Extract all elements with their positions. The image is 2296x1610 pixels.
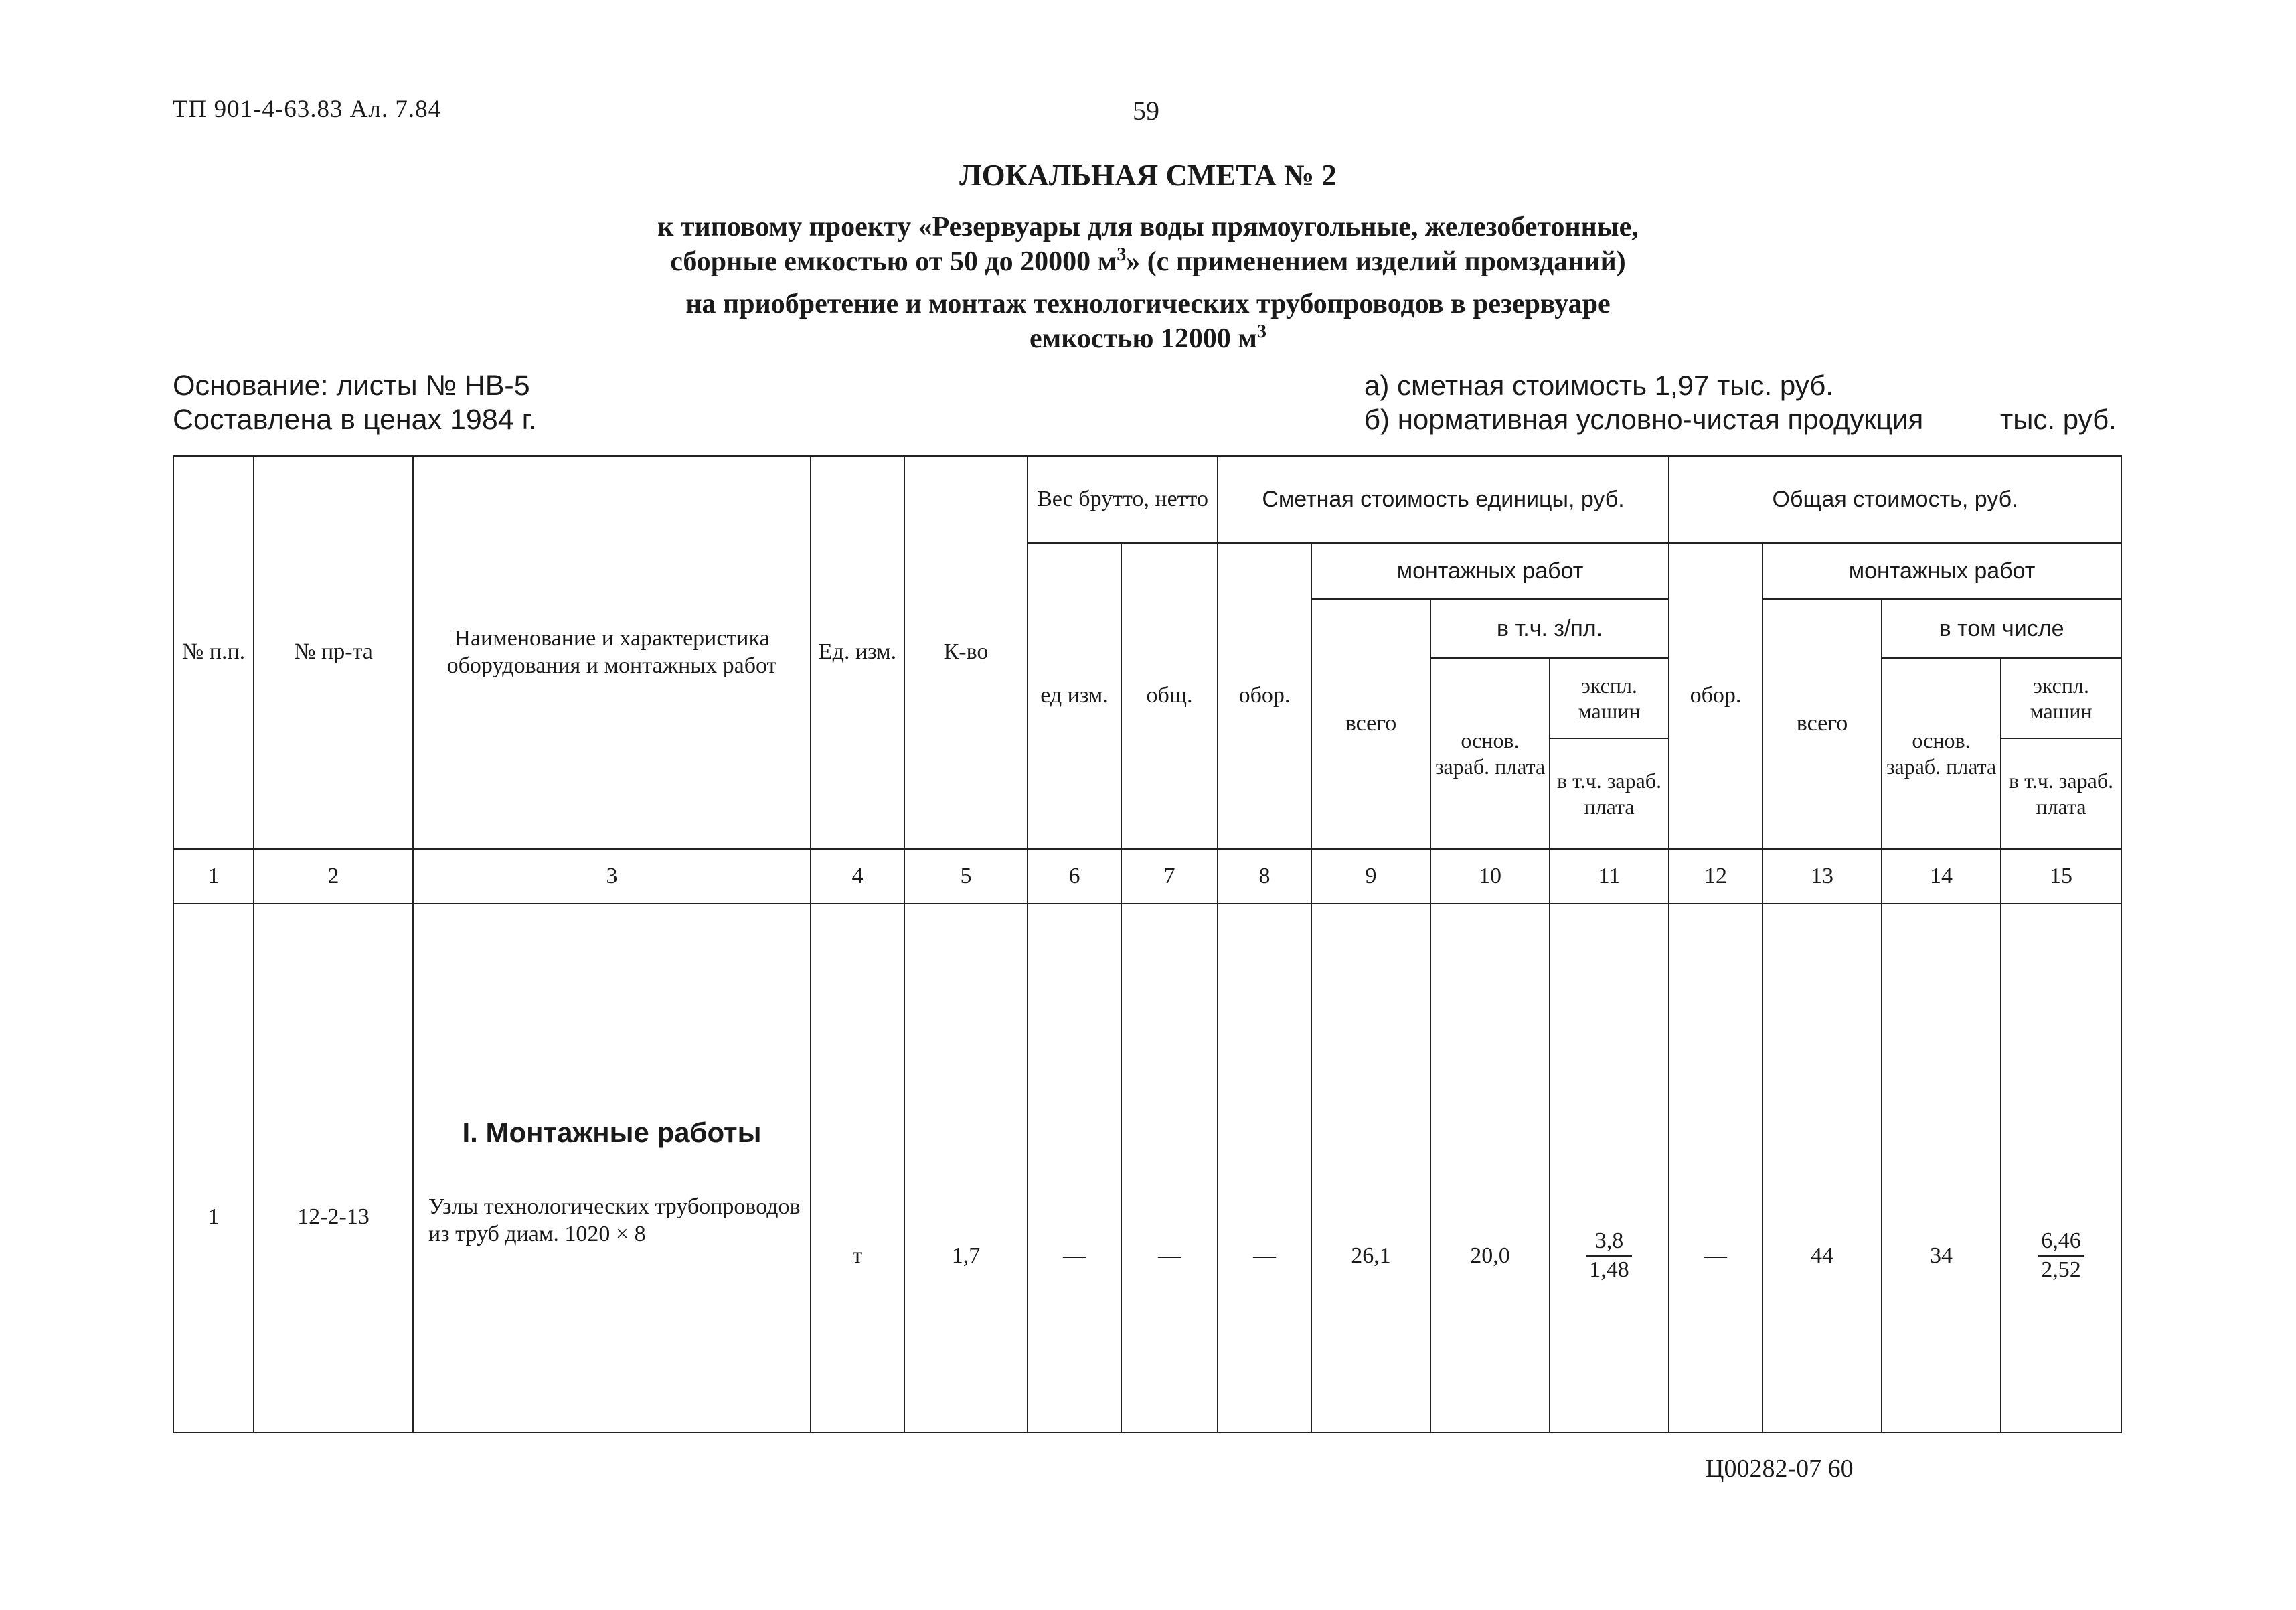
- column-number: 15: [2001, 849, 2121, 904]
- table-row: [173, 904, 2121, 1433]
- column-number: 13: [1762, 849, 1882, 904]
- row-code: 12-2-13: [254, 904, 413, 1433]
- header-install-total: всего: [1311, 599, 1430, 849]
- header-total-base-wages: основ. зараб. плата: [1882, 658, 2001, 849]
- column-number: 6: [1028, 849, 1121, 904]
- column-number: 1: [173, 849, 254, 904]
- footer-code: Ц00282-07 60: [1706, 1455, 1854, 1483]
- header-unit-cost: Сметная стоимость единицы, руб.: [1218, 456, 1669, 543]
- column-number: 10: [1430, 849, 1550, 904]
- row-total-base-wages: 34: [1882, 904, 2001, 1433]
- column-number: 12: [1669, 849, 1762, 904]
- header-total-machines: экспл. машин: [2001, 658, 2121, 738]
- subtitle-line-3: на приобретение и монтаж технологических трубопроводов в резервуаре: [685, 289, 1611, 319]
- document-code: ТП 901-4-63.83 Ал. 7.84: [173, 96, 442, 123]
- header-base-wages: основ. зараб. плата: [1430, 658, 1550, 849]
- row-name: I. Монтажные работы Узлы технологических трубопроводов из труб диам. 1020 × 8: [413, 904, 811, 1433]
- section-title: I. Монтажные работы: [462, 1117, 762, 1148]
- normative-product-unit: тыс. руб.: [2000, 404, 2117, 435]
- subtitle-line-1: к типовому проекту «Резервуары для воды прямоугольные, железобетонные,: [657, 212, 1639, 242]
- page-number: 59: [1133, 96, 1159, 126]
- header-equip: обор.: [1218, 543, 1311, 849]
- subtitle-line-4: емкостью 12000 $м^3$: [1029, 321, 1267, 354]
- row-qty: 1,7: [904, 904, 1028, 1433]
- header-total-install-total: всего: [1762, 599, 1882, 849]
- column-number: 14: [1882, 849, 2001, 904]
- header-name: Наименование и характеристика оборудования и монтажных работ: [413, 456, 811, 849]
- column-numbers-row: [173, 849, 2121, 904]
- column-number: 2: [254, 849, 413, 904]
- column-number: 11: [1550, 849, 1669, 904]
- row-total-equip: —: [1669, 904, 1762, 1433]
- header-machines-wages: в т.ч. зараб. плата: [1550, 738, 1669, 849]
- header-total-cost: Общая стоимость, руб.: [1669, 456, 2121, 543]
- row-install-total: 26,1: [1311, 904, 1430, 1433]
- header-total-install: монтажных работ: [1762, 543, 2121, 599]
- row-total-machines: $\frac{6,46}{2,52}$: [2001, 904, 2121, 1433]
- column-number: 3: [413, 849, 811, 904]
- header-code: № пр-та: [254, 456, 413, 849]
- row-machines: $\frac{3,8}{1,48}$: [1550, 904, 1669, 1433]
- column-number: 5: [904, 849, 1028, 904]
- estimate-title: ЛОКАЛЬНАЯ СМЕТА № 2: [959, 159, 1337, 192]
- subtitle-line-2: сборные емкостью от 50 до 20000 $м^3$» (с применением изделий промзданий): [670, 244, 1626, 277]
- header-total-machines-wages: в т.ч. зараб. плата: [2001, 738, 2121, 849]
- row-base-wages: 20,0: [1430, 904, 1550, 1433]
- row-unit: т: [811, 904, 904, 1433]
- row-weight-total: —: [1121, 904, 1218, 1433]
- header-install: монтажных работ: [1311, 543, 1669, 599]
- row-weight-unit: —: [1028, 904, 1121, 1433]
- header-total-equip: обор.: [1669, 543, 1762, 849]
- header-num: № п.п.: [173, 456, 254, 849]
- header-machines: экспл. машин: [1550, 658, 1669, 738]
- estimated-cost: а) сметная стоимость 1,97 тыс. руб.: [1364, 370, 1833, 401]
- column-number: 9: [1311, 849, 1430, 904]
- header-unit: Ед. изм.: [811, 456, 904, 849]
- row-equip: —: [1218, 904, 1311, 1433]
- header-weight: Вес брутто, нетто: [1028, 456, 1218, 543]
- row-total-install: 44: [1762, 904, 1882, 1433]
- column-number: 7: [1121, 849, 1218, 904]
- header-qty: К-во: [904, 456, 1028, 849]
- header-weight-total: общ.: [1121, 543, 1218, 849]
- column-number: 4: [811, 849, 904, 904]
- header-weight-unit: ед изм.: [1028, 543, 1121, 849]
- header-incl: в том числе: [1882, 599, 2121, 658]
- column-number: 8: [1218, 849, 1311, 904]
- basis-prices: Составлена в ценах 1984 г.: [173, 404, 538, 436]
- header-incl-wages: в т.ч. з/пл.: [1430, 599, 1669, 658]
- row-num: 1: [173, 904, 254, 1433]
- normative-product: б) нормативная условно-чистая продукция: [1364, 404, 1924, 435]
- estimate-table: [173, 455, 2122, 1433]
- basis-sheets: Основание: листы № НВ-5: [173, 370, 530, 402]
